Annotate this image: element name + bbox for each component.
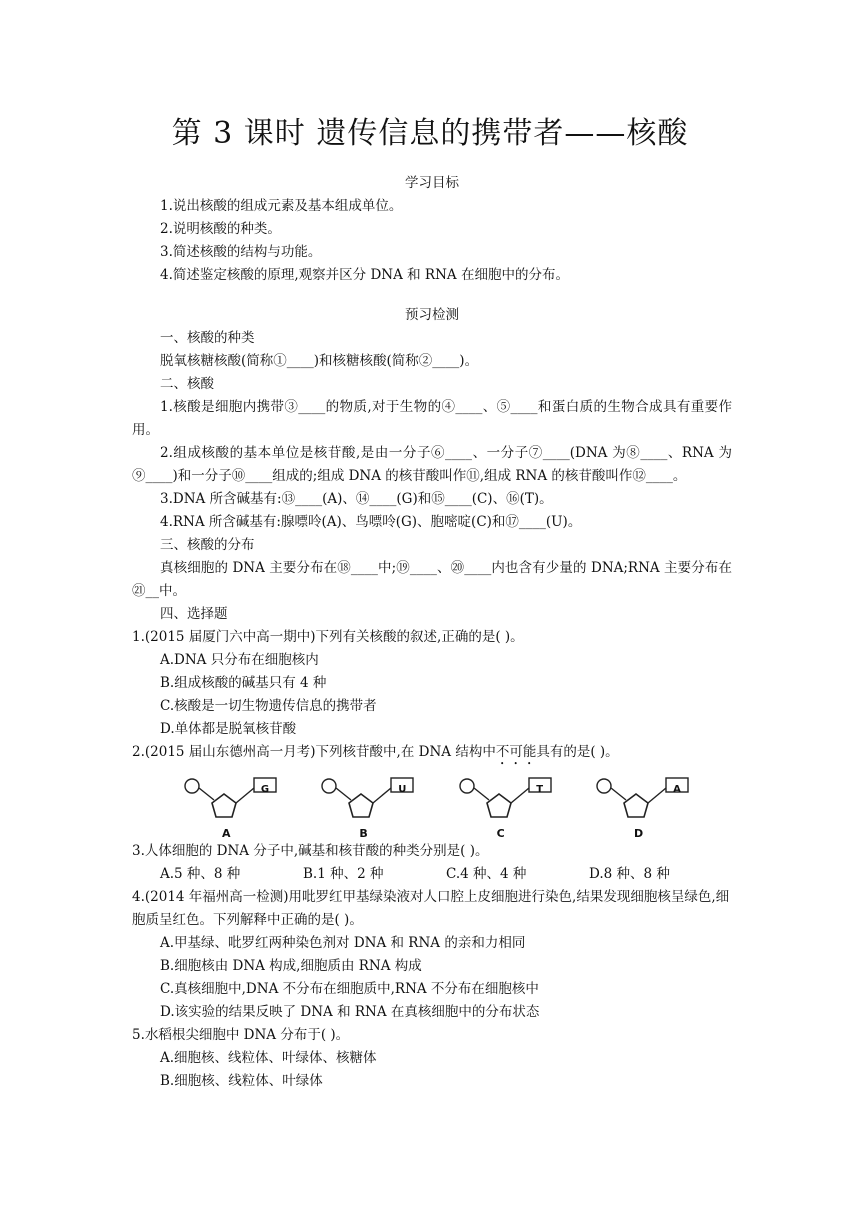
option: B.细胞核由 DNA 构成,细胞质由 RNA 构成 bbox=[160, 958, 422, 974]
paragraph: 3.DNA 所含碱基有:⑬____(A)、⑭____(G)和⑮____(C)、⑯(T)。 bbox=[160, 491, 553, 507]
question-stem: 4.(2014 年福州高一检测)用吡罗红甲基绿染液对人口腔上皮细胞进行染色,结果发现细胞核呈绿色,细胞质呈红色。下列解释中正确的是( )。 bbox=[132, 889, 730, 928]
option: C.4 种、4 种 bbox=[446, 866, 527, 882]
figure-label: D bbox=[633, 827, 644, 840]
option: D.单体都是脱氧核苷酸 bbox=[160, 721, 297, 737]
paragraph: 真核细胞的 DNA 主要分布在⑱____中;⑲____、⑳____内也含有少量的 DNA;RNA 主要分布在㉑__中。 bbox=[132, 560, 732, 599]
paragraph: 脱氧核糖核酸(简称①____)和核糖核酸(简称②____)。 bbox=[160, 353, 479, 369]
option: A.细胞核、线粒体、叶绿体、核糖体 bbox=[160, 1050, 377, 1066]
option: B.1 种、2 种 bbox=[303, 866, 384, 882]
paragraph: 4.RNA 所含碱基有:腺嘌呤(A)、鸟嘌呤(G)、胞嘧啶(C)和⑰____(U)。 bbox=[160, 514, 582, 530]
goal-item: 4.简述鉴定核酸的原理,观察并区分 DNA 和 RNA 在细胞中的分布。 bbox=[160, 267, 569, 283]
preview-heading: 预习检测 bbox=[405, 307, 459, 323]
question-stem: 5.水稻根尖细胞中 DNA 分布于( )。 bbox=[132, 1027, 350, 1043]
option: D.8 种、8 种 bbox=[589, 866, 670, 882]
question-stem: 2.(2015 届山东德州高一月考)下列核苷酸中,在 DNA 结构中不可能具有的是( )。 bbox=[132, 744, 619, 760]
goal-item: 1.说出核酸的组成元素及基本组成单位。 bbox=[160, 198, 403, 214]
option: B.组成核酸的碱基只有 4 种 bbox=[160, 675, 327, 691]
emphasis-text: 不可能 bbox=[495, 744, 537, 760]
question-stem: 1.(2015 届厦门六中高一期中)下列有关核酸的叙述,正确的是( )。 bbox=[132, 629, 524, 645]
nucleotide-diagram bbox=[596, 776, 692, 840]
section-title: 三、核酸的分布 bbox=[160, 537, 255, 553]
base-label: T bbox=[536, 784, 544, 795]
section-title: 一、核酸的种类 bbox=[160, 330, 255, 346]
option: C.真核细胞中,DNA 不分布在细胞质中,RNA 不分布在细胞核中 bbox=[160, 981, 539, 997]
nucleotide-diagram bbox=[321, 776, 417, 840]
option-row bbox=[132, 863, 732, 886]
figure-label: A bbox=[222, 827, 231, 840]
option: B.细胞核、线粒体、叶绿体 bbox=[160, 1073, 323, 1089]
option: D.该实验的结果反映了 DNA 和 RNA 在真核细胞中的分布状态 bbox=[160, 1004, 540, 1020]
question-stem: 3.人体细胞的 DNA 分子中,碱基和核苷酸的种类分别是( )。 bbox=[132, 843, 489, 859]
section-title: 二、核酸 bbox=[160, 376, 214, 392]
option: A.5 种、8 种 bbox=[160, 866, 241, 882]
figure-label: C bbox=[496, 827, 505, 840]
option: A.甲基绿、吡罗红两种染色剂对 DNA 和 RNA 的亲和力相同 bbox=[160, 935, 526, 951]
page-title: 第 3 课时 遗传信息的携带者——核酸 bbox=[171, 116, 689, 151]
nucleotide-diagram bbox=[459, 776, 555, 840]
figure-label: B bbox=[359, 827, 368, 840]
document-body bbox=[132, 172, 732, 1093]
nucleotide-figure bbox=[132, 768, 732, 840]
base-label: U bbox=[398, 784, 407, 795]
goals-heading: 学习目标 bbox=[405, 175, 459, 191]
base-label: G bbox=[260, 784, 270, 795]
goal-item: 2.说明核酸的种类。 bbox=[160, 221, 281, 237]
section-title: 四、选择题 bbox=[160, 606, 228, 622]
base-label: A bbox=[673, 784, 681, 795]
nucleotide-diagram bbox=[184, 776, 280, 840]
paragraph: 2.组成核酸的基本单位是核苷酸,是由一分子⑥____、一分子⑦____(DNA 为⑧____、RNA 为⑨____)和一分子⑩____组成的;组成 DNA 的核苷酸叫作⑪,组成 RNA 的核苷酸叫作⑫____。 bbox=[132, 445, 732, 484]
goal-item: 3.简述核酸的结构与功能。 bbox=[160, 244, 322, 260]
option: A.DNA 只分布在细胞核内 bbox=[160, 652, 319, 668]
option: C.核酸是一切生物遗传信息的携带者 bbox=[160, 698, 377, 714]
paragraph: 1.核酸是细胞内携带③____的物质,对于生物的④____、⑤____和蛋白质的生物合成具有重要作用。 bbox=[132, 399, 732, 438]
